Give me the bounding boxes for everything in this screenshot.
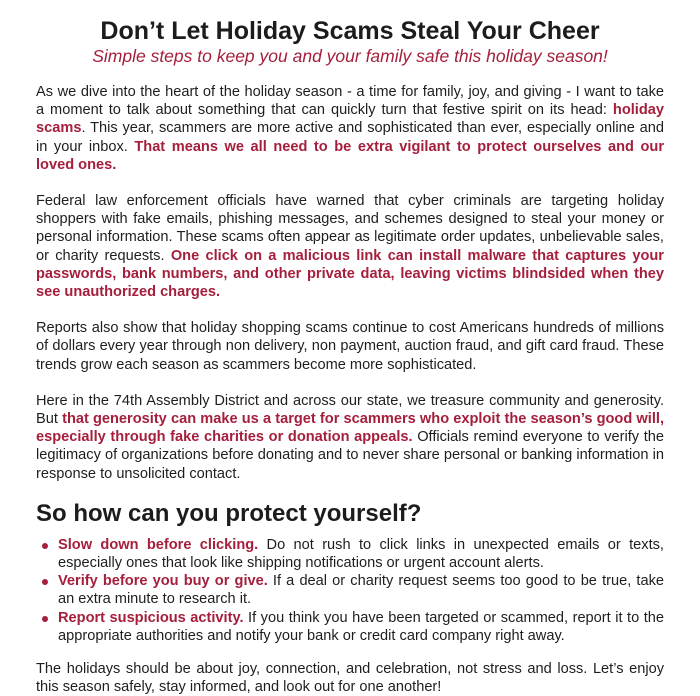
- paragraph-text: . This year, scammers are more active and sophisticated than ever, especially online and in your inbox.: [36, 120, 664, 155]
- paragraph-text: Reports also show that holiday shopping scams continue to cost Americans hundreds of millions of dollars every year through non delivery, non payment, auction fraud, and gift card fraud. These trends grow each season as scammers become more sophisticated.: [36, 320, 664, 373]
- highlight-text: holiday scams: [36, 102, 664, 137]
- highlight-text: One click on a malicious link can install malware that captures your passwords, bank numbers, and other private data, leaving victims blindsided when they see unauthorized charges.: [36, 247, 664, 301]
- bullet-icon: [42, 616, 48, 622]
- paragraph-text: Here in the 74th Assembly District and across our state, we treasure community and generosity. But: [36, 392, 664, 428]
- warning-paragraph: [36, 192, 664, 301]
- tip-text: If you think you have been targeted or scammed, report it to the appropriate authorities and notify your bank or credit card company right away.: [58, 609, 664, 644]
- tip-lead: Verify before you buy or give.: [58, 573, 268, 590]
- list-item: [36, 536, 664, 572]
- intro-paragraph: [36, 83, 664, 174]
- bullet-icon: [42, 543, 48, 549]
- list-item: [36, 609, 664, 645]
- tip-lead: Slow down before clicking.: [58, 536, 259, 553]
- tip-text: If a deal or charity request seems too good to be true, take an extra minute to research it.: [58, 573, 664, 608]
- paragraph-text: Federal law enforcement officials have warned that cyber criminals are targeting holiday shoppers with fake emails, phishing messages, and schemes designed to steal your money or personal information. These scams often appear as legitimate order updates, unbelievable sales, or charity requests.: [36, 193, 664, 264]
- section-heading: So how can you protect yourself?: [36, 499, 422, 527]
- tip-lead: Report suspicious activity.: [58, 609, 244, 626]
- page-subtitle: Simple steps to keep you and your family safe this holiday season!: [92, 46, 608, 66]
- bullet-icon: [42, 579, 48, 585]
- highlight-text: that generosity can make us a target for scammers who exploit the season’s good will, especially through fake charities or donation appeals.: [36, 411, 664, 446]
- reports-paragraph: [36, 319, 664, 374]
- highlight-text: That means we all need to be extra vigilant to protect ourselves and our loved ones.: [36, 138, 664, 173]
- list-item: [36, 572, 664, 608]
- tip-text: Do not rush to click links in unexpected emails or texts, especially ones that look like shipping notifications or urgent account alerts.: [58, 536, 664, 572]
- closing-paragraph: [36, 660, 664, 696]
- paragraph-text: Officials remind everyone to verify the legitimacy of organizations before donating and to never share personal or banking information in response to unsolicited contact.: [36, 429, 664, 482]
- page-title: Don’t Let Holiday Scams Steal Your Cheer: [100, 17, 600, 45]
- tips-list: [36, 536, 664, 645]
- paragraph-text: The holidays should be about joy, connection, and celebration, not stress and loss. Let’s enjoy this season safely, stay informed, and look out for one another!: [36, 661, 664, 696]
- paragraph-text: As we dive into the heart of the holiday season - a time for family, joy, and giving - I want to take a moment to talk about something that can quickly turn that festive spirit on its head:: [36, 84, 664, 119]
- community-paragraph: [36, 392, 664, 483]
